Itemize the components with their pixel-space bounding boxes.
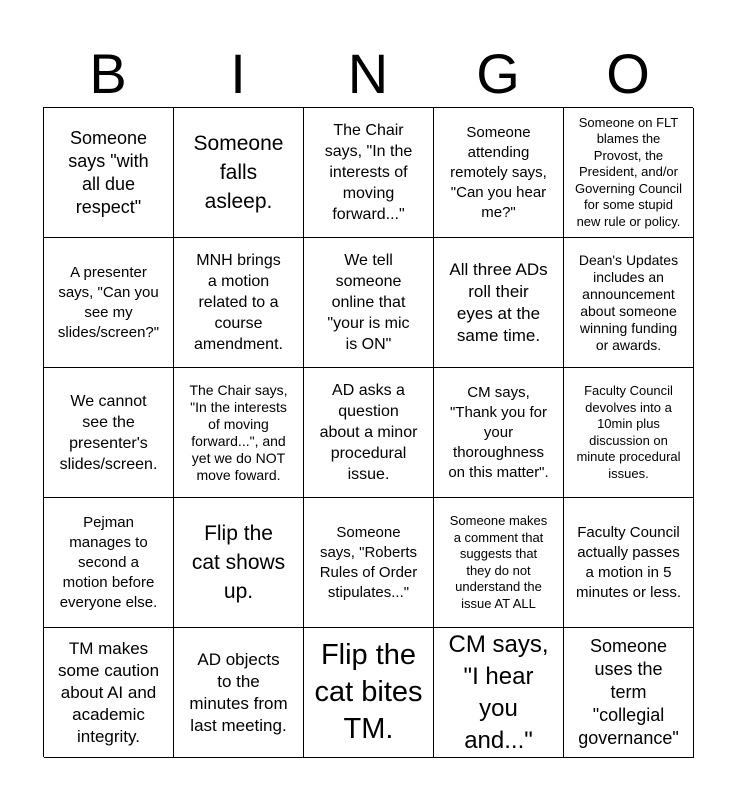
cell-text: CM says, "Thank you for your thoroughness on this matter". [448,383,549,481]
header-letter-n: N [347,42,389,105]
cell-text: AD objects to the minutes from last meeting. [189,649,288,735]
bingo-cell[interactable] [304,498,434,628]
bingo-cell[interactable] [564,628,694,758]
bingo-cell[interactable] [434,498,564,628]
bingo-cell[interactable] [564,498,694,628]
bingo-cell[interactable] [434,238,564,368]
cell-text: Dean's Updates includes an announcement about someone winning funding or awards. [578,251,679,353]
header-letter-i: I [230,42,246,105]
bingo-cell[interactable] [44,108,174,238]
cell-text: All three ADs roll their eyes at the same time. [449,259,548,345]
bingo-cell[interactable] [174,108,304,238]
bingo-cell[interactable] [44,368,174,498]
cell-text: TM makes some caution about AI and academic integrity. [57,638,160,746]
bingo-cell[interactable] [174,628,304,758]
bingo-cell[interactable] [174,238,304,368]
bingo-cell[interactable] [174,368,304,498]
bingo-cell[interactable] [564,238,694,368]
bingo-cell[interactable] [304,238,434,368]
bingo-cell[interactable] [434,108,564,238]
cell-text: MNH brings a motion related to a course amendment. [194,252,283,353]
bingo-header [43,40,693,108]
header-letter-o: O [606,42,650,105]
cell-text: AD asks a question about a minor procedural issue. [319,382,418,483]
cell-text: Someone uses the term "collegial governance" [578,636,679,748]
cell-text: Faculty Council actually passes a motion in 5 minutes or less. [575,523,682,601]
header-letter-b: B [89,42,127,105]
bingo-cell[interactable] [304,368,434,498]
bingo-cell[interactable] [564,108,694,238]
bingo-cell[interactable] [304,628,434,758]
cell-text: Flip the cat bites TM. [314,639,423,745]
cell-text: We cannot see the presenter's slides/screen. [59,392,158,473]
cell-text: Pejman manages to second a motion before everyone else. [59,513,158,611]
bingo-cell[interactable] [44,238,174,368]
bingo-cell[interactable] [44,498,174,628]
bingo-cell[interactable] [434,368,564,498]
cell-text: Someone attending remotely says, "Can you hear me?" [450,123,547,221]
bingo-cell[interactable] [564,368,694,498]
cell-text: Someone makes a comment that suggests that they do not understand the issue AT ALL [449,513,548,611]
bingo-cell[interactable] [174,498,304,628]
cell-text: Someone says "with all due respect" [68,127,149,217]
cell-text: The Chair says, "In the interests of moving forward...", and yet we do NOT move foward. [189,381,288,483]
cell-text: Someone on FLT blames the Provost, the President, and/or Governing Council for some stupid new rule or policy. [575,114,682,229]
cell-text: CM says, "I hear you and..." [448,630,549,754]
cell-text: A presenter says, "Can you see my slides/screen?" [57,263,160,341]
cell-text: Someone falls asleep. [193,132,284,213]
cell-text: We tell someone online that "your is mic is ON" [327,252,410,353]
bingo-grid [43,107,693,757]
bingo-cell[interactable] [434,628,564,758]
bingo-cell[interactable] [44,628,174,758]
cell-text: The Chair says, "In the interests of moving forward..." [324,122,413,223]
cell-text: Someone says, "Roberts Rules of Order stipulates..." [319,523,418,601]
header-letter-g: G [476,42,520,105]
bingo-cell[interactable] [304,108,434,238]
cell-text: Flip the cat shows up. [191,522,286,603]
cell-text: Faculty Council devolves into a 10min plus discussion on minute procedural issues. [576,383,681,481]
